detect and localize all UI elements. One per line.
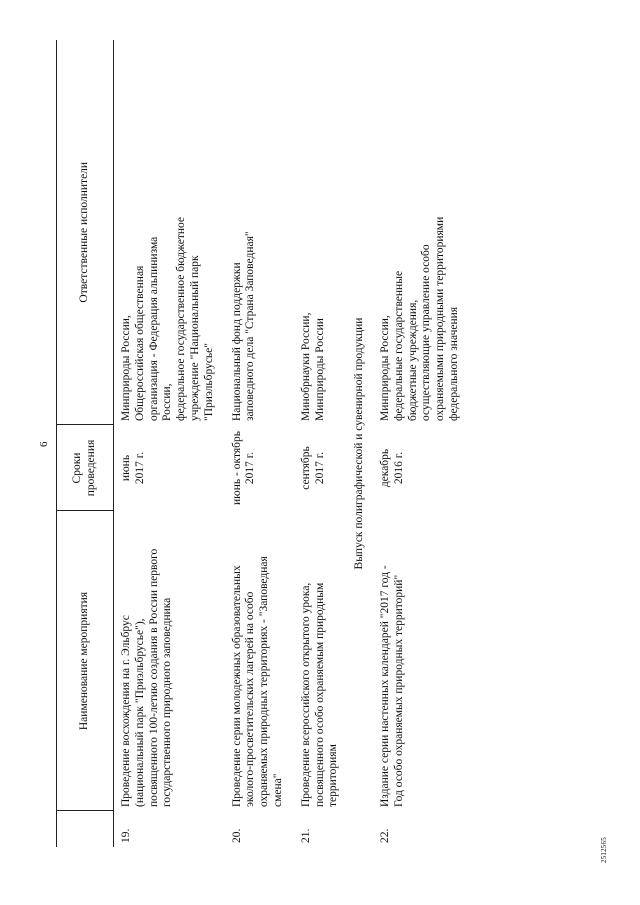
row-dates: сентябрь 2017 г.	[299, 446, 326, 490]
table-row	[373, 40, 470, 847]
table-header-row	[57, 40, 114, 847]
table-row	[225, 40, 294, 847]
section-heading-row	[349, 40, 373, 847]
row-dates: июнь 2017 г.	[120, 451, 146, 485]
row-name: Проведение восхождения на г. Эльбрус (национальный парк "Приэльбрусье"), посвященного 100-летию создания в России первого государственного природного заповедника	[120, 548, 174, 807]
row-name: Проведение всероссийского открытого урока, посвященного особо охраняемым природным территориям	[299, 582, 340, 807]
events-table	[56, 40, 470, 847]
row-responsible: Минприроды России, Общероссийская общественная организация - Федерация альпинизма России, федеральное государственное бюджетное учреждение "Национальный парк "Приэльбрусье"	[120, 216, 215, 421]
header-number-cell	[57, 811, 114, 847]
table-row	[114, 40, 225, 847]
row-number: 22.	[378, 828, 391, 843]
row-name: Проведение серии молодежных образовательных эколого-просветительских лагерей на особо охраняемых природных территориях - "Заповедная смена"	[230, 556, 284, 807]
row-responsible: Минобрнауки России, Минприроды России	[299, 312, 326, 421]
table-row	[294, 40, 349, 847]
header-dates: Сроки проведения	[57, 425, 114, 511]
row-number: 21.	[299, 828, 312, 843]
header-name: Наименование мероприятия	[57, 511, 114, 811]
row-number: 19.	[120, 828, 132, 843]
row-number: 20.	[230, 828, 243, 843]
row-responsible: Национальный фонд поддержки заповедного дела "Страна Заповедная"	[230, 231, 257, 421]
row-dates: июнь - октябрь 2017 г.	[230, 431, 257, 505]
row-responsible: Минприроды России, федеральные государственные бюджетные учреждения, осуществляющие управление особо охраняемыми природными территориями федерального значения	[378, 216, 460, 421]
row-dates: декабрь 2016 г.	[378, 448, 405, 488]
row-name: Издание серии настенных календарей "2017 год - Год особо охраняемых природных территорий"	[378, 565, 405, 807]
document-code: 2512565	[600, 837, 608, 863]
header-responsible: Ответственные исполнители	[57, 40, 114, 425]
section-title: Выпуск полиграфической и сувенирной продукции	[353, 317, 366, 570]
page-number: 6	[38, 441, 50, 447]
